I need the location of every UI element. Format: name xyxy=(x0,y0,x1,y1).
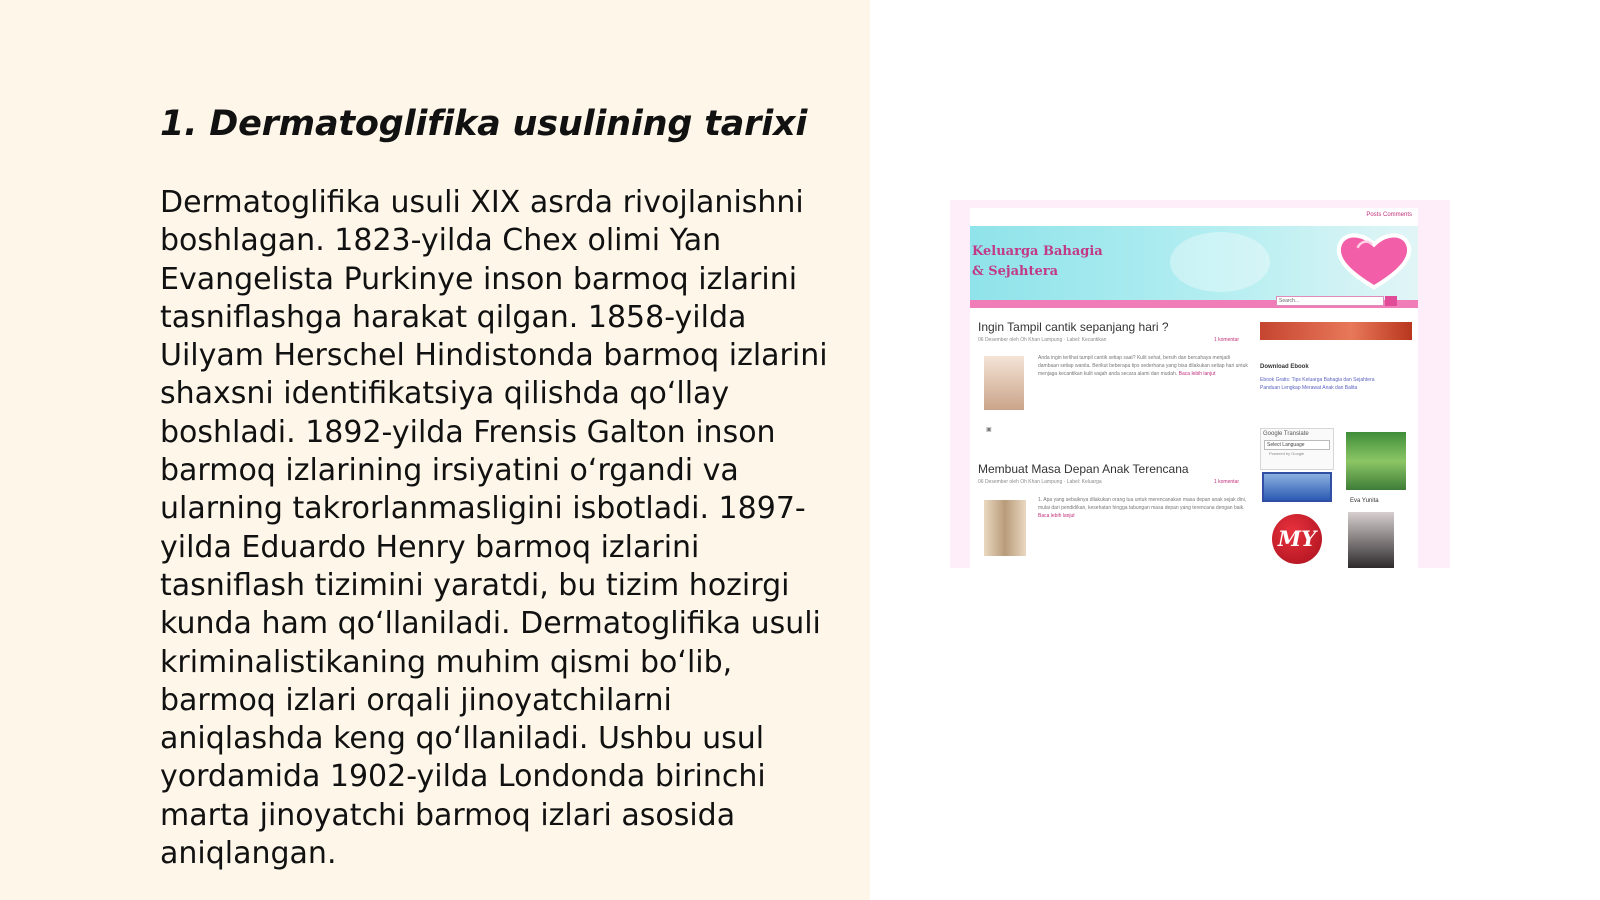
download-link[interactable]: Panduan Lengkap Merawat Anak dan Balita xyxy=(1260,385,1358,391)
translate-label: Google Translate xyxy=(1263,431,1309,437)
read-more-link[interactable]: Baca lebih lanjut xyxy=(1038,513,1075,519)
post-meta xyxy=(978,337,1243,344)
site-header-banner xyxy=(970,226,1418,308)
image-placeholder-icon: ▣ xyxy=(986,427,992,433)
site-logo[interactable] xyxy=(972,242,1103,282)
profile-avatar[interactable] xyxy=(1348,512,1394,568)
slide-title: 1. Dermatoglifika usulining tarixi xyxy=(160,104,808,144)
post-excerpt-text: Anda ingin terlihat tampil cantik setiap saat? Kulit sehat, bersih dan bercahaya menjadi dambaan setiap wanita. Berikut beberapa tips sederhana yang bisa dilakukan setiap hari untuk menjaga kecantikan kulit wajah anda secara alami dan mudah. xyxy=(1038,355,1248,377)
read-more-link[interactable]: Baca lebih lanjut xyxy=(1178,371,1216,377)
slide-body-text: Dermatoglifika usuli XIX asrda rivojlanishni boshlagan. 1823-yilda Chex olimi Yan Evangelista Purkinye inson barmoq izlarini tasniflashga harakat qilgan. 1858-yilda Uilyam Herschel Hindistonda barmoq izlarini shaxsni identifikatsiya qilishda qoʻllay boshladi. 1892-yilda Frensis Galton inson barmoq izlarining irsiyatini oʻrgandi va ularning takrorlanmasligini isbotladi. 1897-yilda Eduardo Henry barmoq izlarini tasniflash tizimini yaratdi, bu tizim hozirgi kunda ham qoʻllaniladi. Dermatoglifika usuli kriminalistikaning muhim qismi boʻlib, barmoq izlari orqali jinoyatchilarni aniqlashda keng qoʻllaniladi. Ushbu usul yordamida 1902-yilda Londonda birinchi marta jinoyatchi barmoq izlari asosida aniqlangan. xyxy=(160,185,828,872)
sidebar-ad-image[interactable] xyxy=(1346,432,1406,490)
post-thumbnail[interactable] xyxy=(984,500,1026,556)
post-excerpt-text: 1. Apa yang sebaiknya dilakukan orang tua untuk merencanakan masa depan anak sejak dini, mulai dari pendidikan, kesehatan hingga tabungan masa depan yang terencana dengan baik. xyxy=(1038,497,1247,511)
post-meta-text: 06 Desember oleh Oh Khan Lampung · Label: Keluarga xyxy=(978,479,1102,485)
post-excerpt xyxy=(1038,354,1248,378)
post-item xyxy=(978,320,1248,462)
sidebar-banner-image[interactable] xyxy=(1262,472,1332,502)
site-search-input[interactable]: Search... xyxy=(1276,296,1384,306)
post-list xyxy=(978,320,1248,568)
post-title[interactable]: Ingin Tampil cantik sepanjang hari ? xyxy=(978,320,1169,334)
post-meta xyxy=(978,479,1243,486)
comments-link[interactable]: 1 komentar xyxy=(1213,479,1239,485)
post-item xyxy=(978,462,1248,568)
post-title[interactable]: Membuat Masa Depan Anak Terencana xyxy=(978,462,1189,476)
logo-line-2: & Sejahtera xyxy=(972,264,1059,279)
post-excerpt xyxy=(1038,496,1248,520)
website-screenshot xyxy=(950,200,1450,568)
website-page xyxy=(970,208,1418,568)
my-badge-logo[interactable]: MY xyxy=(1272,514,1322,564)
translate-credit[interactable]: Powered by Google xyxy=(1269,451,1305,456)
site-search-button[interactable] xyxy=(1385,296,1397,306)
post-meta-text: 06 Desember oleh Oh Khan Lampung · Label: Kecantikan xyxy=(978,337,1107,343)
download-links xyxy=(1260,376,1412,392)
sidebar-banner[interactable] xyxy=(1260,322,1412,340)
download-link[interactable]: Ebook Gratis: Tips Keluarga Bahagia dan Sejahtera xyxy=(1260,377,1375,383)
profile-name: Eva Yunita xyxy=(1350,498,1379,504)
translate-widget xyxy=(1260,428,1334,470)
top-links[interactable]: Posts Comments xyxy=(1366,212,1412,218)
download-heading: Download Ebook xyxy=(1260,364,1309,370)
language-select[interactable]: Select Language xyxy=(1264,440,1330,450)
heart-icon xyxy=(1330,228,1418,294)
comments-link[interactable]: 1 komentar xyxy=(1213,337,1239,343)
site-sidebar xyxy=(1260,322,1412,551)
logo-line-1: Keluarga Bahagia xyxy=(972,244,1103,259)
header-decoration xyxy=(1170,232,1270,292)
post-thumbnail[interactable] xyxy=(984,356,1024,410)
